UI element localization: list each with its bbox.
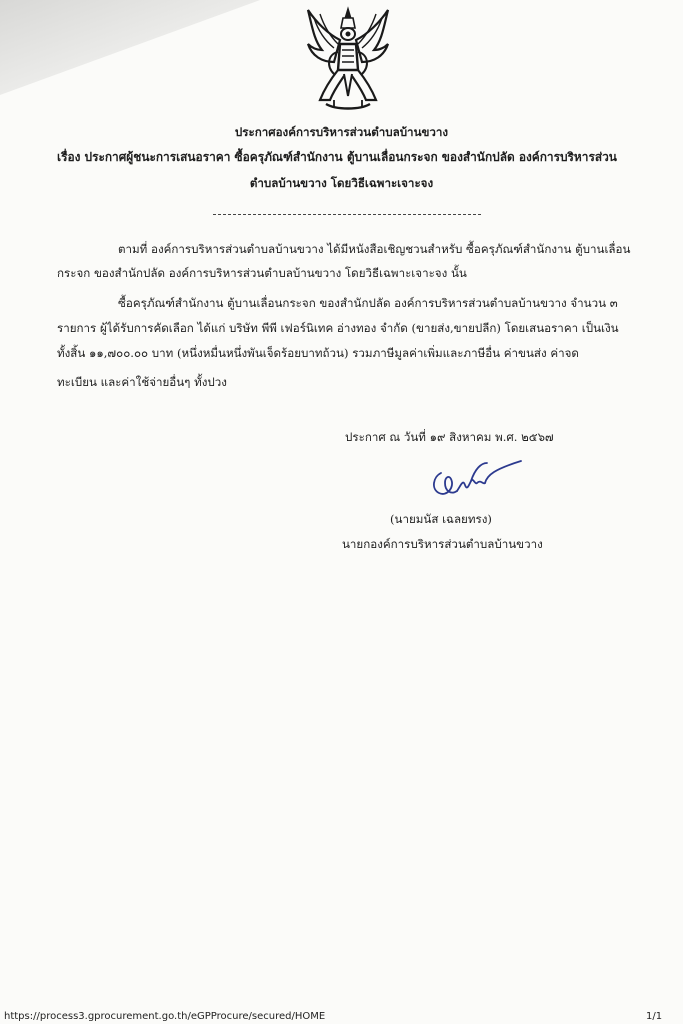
handwritten-signature	[425, 455, 523, 503]
announcement-title: ประกาศองค์การบริหารส่วนตำบลบ้านขวาง	[234, 125, 449, 139]
paragraph-2-line-4: ทะเบียน และค่าใช้จ่ายอื่นๆ ทั้งปวง	[57, 375, 227, 389]
subject-line-1: เรื่อง ประกาศผู้ชนะการเสนอราคา ซื้อครุภัณฑ์สำนักงาน ตู้บานเลื่อนกระจก ของสำนักปลัด องค์การบริหารส่วน	[57, 150, 617, 164]
paragraph-2-line-3: ทั้งสิ้น ๑๑,๗๐๐.๐๐ บาท (หนึ่งหมื่นหนึ่งพันเจ็ดร้อยบาทถ้วน) รวมภาษีมูลค่าเพิ่มและภาษีอื่น ค่าขนส่ง ค่าจด	[57, 346, 579, 360]
page-number: 1/1	[646, 1011, 663, 1022]
title-separator	[213, 214, 481, 215]
signer-name: (นายมนัส เฉลยทรง)	[390, 512, 492, 526]
paragraph-2-line-1: ซื้อครุภัณฑ์สำนักงาน ตู้บานเลื่อนกระจก ของสำนักปลัด องค์การบริหารส่วนตำบลบ้านขวาง จำนวน ๓	[118, 296, 618, 310]
paragraph-1-line-1: ตามที่ องค์การบริหารส่วนตำบลบ้านขวาง ได้มีหนังสือเชิญชวนสำหรับ ซื้อครุภัณฑ์สำนักงาน ตู้บานเลื่อน	[118, 242, 631, 256]
scan-fold-shadow	[0, 0, 260, 95]
paragraph-1-line-2: กระจก ของสำนักปลัด องค์การบริหารส่วนตำบลบ้านขวาง โดยวิธีเฉพาะเจาะจง นั้น	[57, 266, 467, 280]
paragraph-2-line-2: รายการ ผู้ได้รับการคัดเลือก ได้แก่ บริษัท พีพี เฟอร์นิเทค อ่างทอง จำกัด (ขายส่ง,ขายปลีก) โดยเสนอราคา เป็นเงิน	[57, 321, 619, 335]
announcement-date: ประกาศ ณ วันที่ ๑๙ สิงหาคม พ.ศ. ๒๕๖๗	[345, 430, 554, 444]
signer-position: นายกองค์การบริหารส่วนตำบลบ้านขวาง	[342, 537, 543, 551]
subject-line-2: ตำบลบ้านขวาง โดยวิธีเฉพาะเจาะจง	[249, 176, 434, 190]
footer-url-link[interactable]: https://process3.gprocurement.go.th/eGPProcure/secured/HOME	[4, 1011, 326, 1022]
garuda-emblem-icon	[300, 4, 396, 116]
